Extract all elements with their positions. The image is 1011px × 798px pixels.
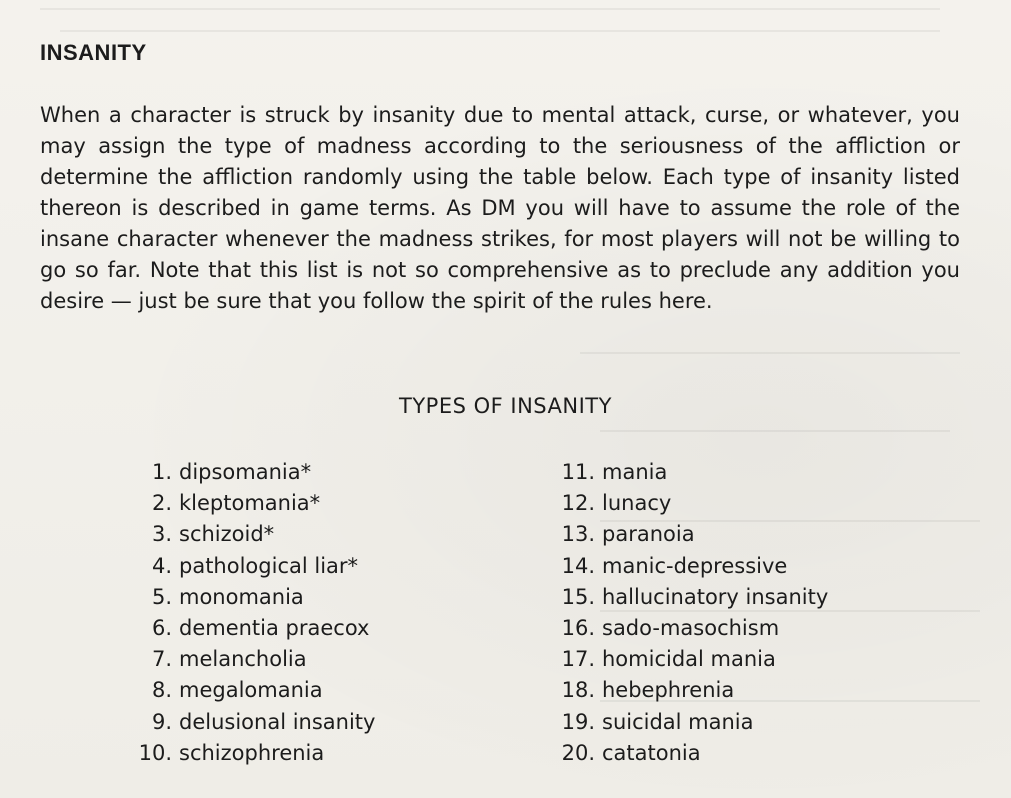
item-number: 12. <box>561 491 595 516</box>
bleed-through-line <box>60 30 940 32</box>
insanity-list-item <box>545 644 828 675</box>
insanity-list-item <box>545 519 828 550</box>
insanity-list-item <box>545 582 828 613</box>
insanity-list-item <box>120 457 375 488</box>
item-name: hallucinatory insanity <box>602 584 829 609</box>
item-name: monomania <box>179 584 304 609</box>
item-number: 11. <box>561 460 595 484</box>
item-number: 15. <box>561 584 595 609</box>
insanity-list-item <box>120 738 375 769</box>
item-name: melancholia <box>179 647 307 672</box>
insanity-list-item <box>545 707 828 738</box>
insanity-list-item <box>120 644 375 675</box>
item-number: 9. <box>151 709 172 734</box>
item-name: paranoia <box>602 522 695 547</box>
insanity-list-left <box>120 457 375 769</box>
table-title: TYPES OF INSANITY <box>399 394 612 418</box>
insanity-list-item <box>545 675 828 706</box>
insanity-list-item <box>120 551 375 582</box>
item-number: 4. <box>151 553 172 578</box>
item-name: delusional insanity <box>179 709 376 734</box>
insanity-list-item <box>120 488 375 519</box>
item-name: mania <box>602 460 668 484</box>
item-number: 17. <box>561 647 595 672</box>
intro-paragraph: When a character is struck by insanity due to mental attack, curse, or whatever, you may assign the type of madness according to the seriousness of the affliction or determine the affliction randomly using the table below. Each type of insanity listed thereon is described in game terms. As DM you will have to assume the role of the insane character whenever the madness strikes, for most players will not be willing to go so far. Note that this list is not so comprehensive as to preclude any addition you desire — just be sure that you follow the spirit of the rules here. <box>40 103 960 313</box>
item-name: dementia praecox <box>179 616 370 641</box>
item-number: 13. <box>561 522 595 547</box>
item-name: schizophrenia <box>179 740 325 765</box>
item-name: kleptomania* <box>179 491 321 516</box>
item-number: 5. <box>151 584 172 609</box>
item-number: 1. <box>151 460 172 484</box>
item-number: 3. <box>151 522 172 547</box>
item-name: suicidal mania <box>602 709 754 734</box>
item-number: 18. <box>561 678 595 703</box>
item-number: 8. <box>151 678 172 703</box>
insanity-list-item <box>545 613 828 644</box>
insanity-list-item <box>120 707 375 738</box>
item-number: 19. <box>561 709 595 734</box>
item-name: manic-depressive <box>602 553 788 578</box>
item-number: 10. <box>138 740 172 765</box>
item-name: hebephrenia <box>602 678 735 703</box>
item-number: 6. <box>151 616 172 641</box>
item-number: 14. <box>561 553 595 578</box>
section-title: INSANITY <box>40 40 147 65</box>
insanity-list-item <box>545 738 828 769</box>
bleed-through-line <box>40 8 940 10</box>
item-name: schizoid* <box>179 522 275 547</box>
insanity-list-item <box>120 519 375 550</box>
bleed-through-line <box>580 352 960 354</box>
item-name: megalomania <box>179 678 323 703</box>
insanity-list-item <box>120 613 375 644</box>
item-name: dipsomania* <box>179 460 312 484</box>
item-number: 7. <box>151 647 172 672</box>
bleed-through-line <box>600 430 950 432</box>
item-name: catatonia <box>602 740 701 765</box>
item-name: homicidal mania <box>602 647 776 672</box>
item-name: lunacy <box>602 491 672 516</box>
insanity-list-item <box>120 582 375 613</box>
item-number: 2. <box>151 491 172 516</box>
insanity-list-right <box>545 457 828 769</box>
item-name: pathological liar* <box>179 553 359 578</box>
insanity-list-item <box>545 488 828 519</box>
insanity-list-item <box>545 551 828 582</box>
item-name: sado-masochism <box>602 616 780 641</box>
insanity-list-item <box>120 675 375 706</box>
item-number: 20. <box>561 740 595 765</box>
item-number: 16. <box>561 616 595 641</box>
insanity-list-item <box>545 457 828 488</box>
